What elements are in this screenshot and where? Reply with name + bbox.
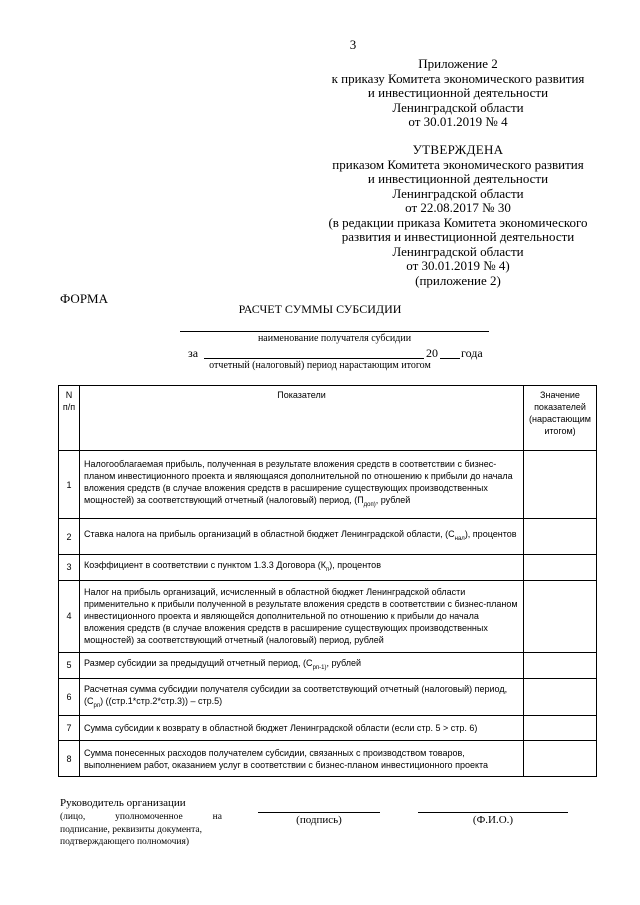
page-number: 3 bbox=[349, 37, 357, 52]
value-cell[interactable] bbox=[524, 451, 597, 519]
name-line bbox=[418, 812, 568, 813]
table-row bbox=[59, 451, 597, 519]
appendix-block bbox=[320, 57, 596, 130]
signature-line bbox=[258, 812, 380, 813]
approval-heading: УТВЕРЖДЕНА bbox=[412, 142, 504, 157]
indicator-text: Ставка налога на прибыль организаций в областной бюджет Ленинградской области, (С bbox=[84, 529, 455, 540]
indicator-text: Налогооблагаемая прибыль, полученная в результате вложения средств в соответствии с бизнес-планом инвестиционного проекта и являющаяся дополнительной по отношению к прибыли до начала вложения средств (в случае вложения средств в расширение существующих производственных мощностей) за соответствующий отчетный (налоговый) период, (П bbox=[84, 459, 513, 506]
appendix-line: и инвестиционной деятельности bbox=[367, 85, 549, 100]
indicator-text: Налог на прибыль организаций, исчисленный в областной бюджет Ленинградской области применительно к прибыли полученной в результате вложения средств в соответствии с бизнес-планом инвестиционного проекта и являющейся дополнительной по отношению к прибыли до начала вложения средств (в случае вложения средств в расширение существующих производственных мощностей) за соответствующий отчетный (налоговый) период, рублей bbox=[84, 587, 518, 646]
signature-note-line: подтверждающего полномочия) bbox=[60, 837, 189, 847]
period-field-line bbox=[204, 358, 424, 359]
signature-caption: (подпись) bbox=[296, 814, 342, 826]
appendix-line: Приложение 2 bbox=[418, 56, 498, 71]
approval-line: и инвестиционной деятельности bbox=[367, 171, 549, 186]
row-indicator bbox=[80, 451, 524, 519]
row-number: 8 bbox=[59, 741, 80, 777]
approval-line: от 22.08.2017 № 30 bbox=[405, 200, 511, 215]
approval-line: Ленинградской области bbox=[392, 185, 524, 201]
indicator-tail: ), процентов bbox=[464, 529, 517, 540]
value-cell[interactable] bbox=[524, 678, 597, 716]
approval-line: (в редакции приказа Комитета экономического bbox=[328, 214, 588, 230]
subsidy-calculation-table bbox=[58, 385, 597, 777]
row-number: 4 bbox=[59, 580, 80, 652]
year-field-line bbox=[440, 358, 460, 359]
approval-line: приказом Комитета экономического развития bbox=[332, 156, 584, 172]
value-cell[interactable] bbox=[524, 519, 597, 555]
value-cell[interactable] bbox=[524, 716, 597, 741]
table-header-row bbox=[59, 386, 597, 451]
table-row bbox=[59, 741, 597, 777]
approval-line: Ленинградской области bbox=[392, 243, 524, 259]
signature-note-line: подписание, реквизиты документа, bbox=[60, 824, 203, 835]
value-cell[interactable] bbox=[524, 555, 597, 581]
signature-head: Руководитель организации bbox=[60, 797, 186, 809]
row-number: 5 bbox=[59, 652, 80, 678]
table-row bbox=[59, 580, 597, 652]
name-caption: (Ф.И.О.) bbox=[472, 814, 514, 826]
row-indicator bbox=[80, 519, 524, 555]
appendix-line: от 30.01.2019 № 4 bbox=[408, 114, 508, 129]
form-title: РАСЧЕТ СУММЫ СУБСИДИИ bbox=[238, 302, 402, 316]
approval-line: от 30.01.2019 № 4) bbox=[406, 258, 510, 273]
indicator-subscript: нал bbox=[454, 535, 465, 542]
value-cell[interactable] bbox=[524, 580, 597, 652]
signature-note-line: (лицо, уполномоченное на bbox=[60, 812, 222, 822]
row-indicator bbox=[80, 580, 524, 652]
row-number: 1 bbox=[59, 451, 80, 519]
row-indicator bbox=[80, 741, 524, 777]
table-row bbox=[59, 678, 597, 716]
row-indicator bbox=[80, 652, 524, 678]
recipient-field-line bbox=[180, 331, 489, 332]
row-indicator bbox=[80, 555, 524, 581]
indicator-tail: , рублей bbox=[326, 657, 362, 668]
value-cell[interactable] bbox=[524, 741, 597, 777]
recipient-caption: наименование получателя субсидии bbox=[257, 333, 412, 344]
table-row bbox=[59, 716, 597, 741]
approval-line: (приложение 2) bbox=[415, 272, 501, 288]
value-cell[interactable] bbox=[524, 652, 597, 678]
indicator-text: Сумма субсидии к возврату в областной бюджет Ленинградской области (если стр. 5 > стр. 6) bbox=[84, 723, 478, 734]
period-caption: отчетный (налоговый) период нарастающим итогом bbox=[209, 360, 431, 371]
header-indicators: Показатели bbox=[80, 386, 524, 451]
appendix-line: к приказу Комитета экономического развития bbox=[331, 70, 585, 86]
table-row bbox=[59, 652, 597, 678]
header-value: Значение показателей (нарастающим итогом) bbox=[524, 386, 597, 451]
form-label: ФОРМА bbox=[60, 291, 108, 306]
approval-block bbox=[320, 143, 596, 288]
year-suffix: года bbox=[461, 346, 483, 360]
table-row bbox=[59, 555, 597, 581]
indicator-subscript: рп-1) bbox=[312, 664, 327, 671]
signature-note bbox=[60, 811, 222, 849]
year-prefix: 20 bbox=[426, 346, 438, 360]
indicator-text: Коэффициент в соответствии с пунктом 1.3.3 Договора (К bbox=[84, 560, 326, 570]
row-number: 6 bbox=[59, 678, 80, 716]
row-indicator bbox=[80, 716, 524, 741]
indicator-subscript: п bbox=[326, 566, 330, 573]
period-prefix: за bbox=[188, 346, 199, 360]
indicator-tail: , рублей bbox=[375, 495, 411, 506]
indicator-text: Расчетная сумма субсидии получателя субсидии за соответствующий отчетный (налоговый) период, (С bbox=[84, 683, 508, 706]
indicator-tail: ), процентов bbox=[329, 560, 381, 570]
approval-line: развития и инвестиционной деятельности bbox=[341, 229, 575, 244]
indicator-subscript: доп) bbox=[363, 501, 376, 508]
appendix-line: Ленинградской области bbox=[392, 99, 524, 115]
header-num: N п/п bbox=[59, 386, 80, 451]
indicator-text: Размер субсидии за предыдущий отчетный период, (С bbox=[84, 657, 313, 668]
row-number: 7 bbox=[59, 716, 80, 741]
row-indicator bbox=[80, 678, 524, 716]
indicator-text: Сумма понесенных расходов получателем субсидии, связанных с производством товаров, выполнением работ, оказанием услуг в соответствии с бизнес-планом инвестиционного проекта bbox=[84, 747, 489, 770]
table-row bbox=[59, 519, 597, 555]
indicator-subscript: рп bbox=[93, 702, 101, 709]
row-number: 2 bbox=[59, 519, 80, 555]
row-number: 3 bbox=[59, 555, 80, 581]
indicator-tail: ) ((стр.1*стр.2*стр.3)) – стр.5) bbox=[100, 695, 223, 706]
